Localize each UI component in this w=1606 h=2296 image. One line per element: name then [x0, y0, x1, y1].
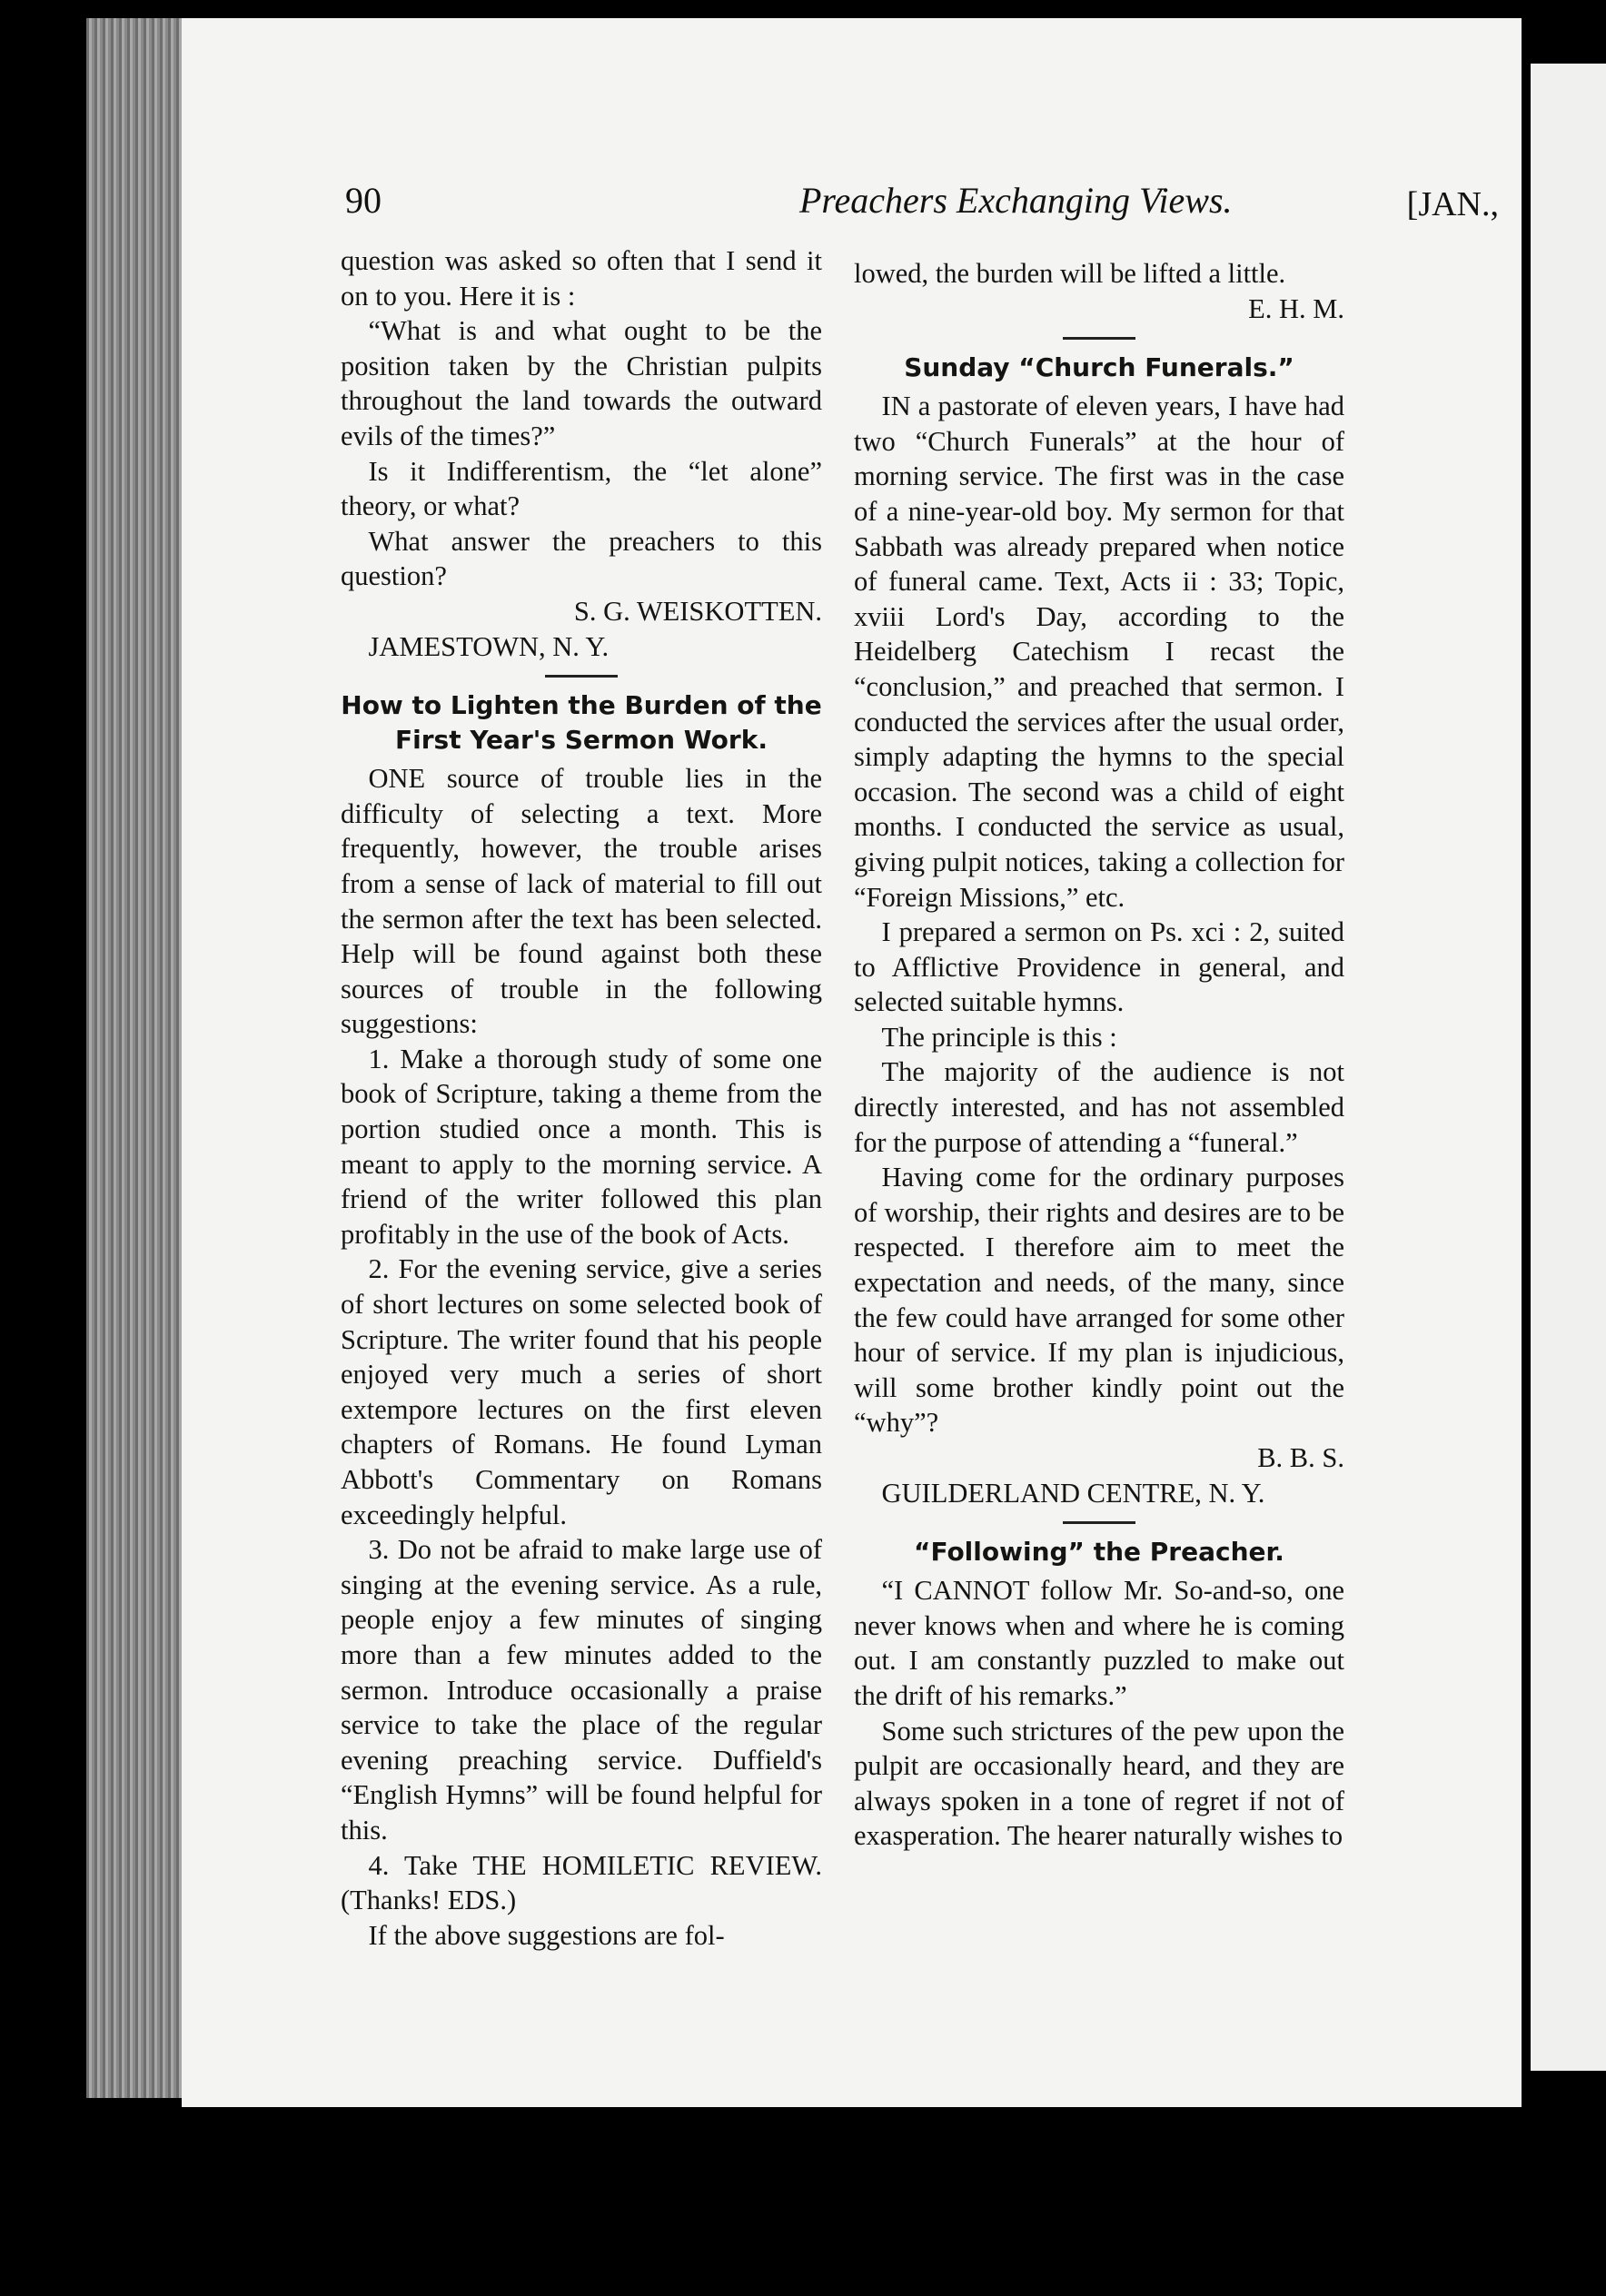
right-column: [854, 256, 1344, 1854]
paragraph: “I CANNOT follow Mr. So-and-so, one never knows when and where he is coming out. I am constantly puzzled to make out the drift of his remarks.”: [854, 1575, 1344, 1711]
place: JAMESTOWN, N. Y.: [368, 630, 610, 662]
paragraph: lowed, the burden will be lifted a little.: [854, 258, 1286, 289]
page-header: [345, 168, 1499, 223]
facing-page-edge: [1531, 64, 1606, 2071]
section-heading: Sunday “Church Funerals.”: [904, 352, 1294, 383]
paragraph: Is it Indifferentism, the “let alone” theory, or what?: [341, 455, 822, 522]
signature: B. B. S.: [1257, 1442, 1344, 1473]
paragraph: Having come for the ordinary purposes of worship, their rights and desires are to be respected. I therefore aim to meet the expectation and needs, of the many, since the few could have arranged for some other hour of service. If my plan is injudicious, will some brother kindly point out the “why”?: [854, 1162, 1344, 1439]
signature: S. G. WEISKOTTEN.: [573, 595, 822, 627]
section-rule: [545, 675, 618, 678]
signature-line: [341, 524, 822, 594]
paragraph: What answer the preachers to this question?: [341, 525, 822, 592]
place: GUILDERLAND CENTRE, N. Y.: [881, 1477, 1265, 1509]
section-heading: How to Lighten the Burden of the First Year's Sermon Work.: [341, 690, 822, 756]
running-date: [JAN.,: [1406, 185, 1499, 223]
paragraph: If the above suggestions are fol-: [368, 1919, 725, 1951]
paragraph: The majority of the audience is not directly interested, and has not assembled for the purpose of attending a “funeral.”: [854, 1056, 1344, 1158]
section-heading: “Following” the Preacher.: [914, 1537, 1284, 1568]
left-column: [341, 243, 822, 1953]
paragraph: I prepared a sermon on Ps. xci : 2, suited to Afflictive Providence in general, and selected suitable hymns.: [854, 916, 1344, 1018]
page-number: 90: [345, 180, 382, 221]
suggestion-4: 4. Take THE HOMILETIC REVIEW. (Thanks! EDS.): [341, 1849, 822, 1916]
running-title: Preachers Exchanging Views.: [799, 180, 1233, 221]
suggestion-2: 2. For the evening service, give a series of short lectures on some selected book of Scripture. The writer found that his people enjoyed very much a series of short extempore lectures on the first eleven chapters of Romans. He found Lyman Abbott's Commentary on Romans exceedingly helpful.: [341, 1253, 822, 1530]
quoted-question: “What is and what ought to be the position taken by the Christian pulpits throughout the land towards the outward evils of the times?”: [341, 315, 822, 451]
paragraph: Some such strictures of the pew upon the pulpit are occasionally heard, and they are always spoken in a tone of regret if not of exasperation. The hearer naturally wishes to: [854, 1715, 1344, 1852]
paragraph: IN a pastorate of eleven years, I have had two “Church Funerals” at the hour of morning service. The first was in the case of a nine-year-old boy. My sermon for that Sabbath was already prepared when notice of funeral came. Text, Acts ii : 33; Topic, xviii Lord's Day, according to the Heidelberg Catechism I recast the “conclusion,” and preached that sermon. I conducted the services after the usual order, simply adapting the hymns to the special occasion. The second was a child of eight months. I conducted the service as usual, giving pulpit notices, taking a collection for “Foreign Missions,” etc.: [854, 391, 1344, 913]
signature: E. H. M.: [1248, 292, 1344, 324]
suggestion-1: 1. Make a thorough study of some one book of Scripture, taking a theme from the portion studied once a month. This is meant to apply to the morning service. A friend of the writer followed this plan profitably in the use of the book of Acts.: [341, 1043, 822, 1250]
paragraph: ONE source of trouble lies in the difficulty of selecting a text. More frequently, however, the trouble arises from a sense of lack of material to fill out the sermon after the text has been selected. Help will be found against both these sources of trouble in the following suggestions:: [341, 763, 822, 1040]
paragraph: The principle is this :: [881, 1021, 1117, 1053]
section-rule: [1063, 337, 1135, 340]
paragraph: question was asked so often that I send it on to you. Here it is :: [341, 245, 822, 312]
suggestion-3: 3. Do not be afraid to make large use of singing at the evening service. As a rule, people enjoy a few minutes of singing more than a few minutes added to the sermon. Introduce occasionally a praise service to take the place of the regular evening preaching service. Duffield's “English Hymns” will be found helpful for this.: [341, 1534, 822, 1846]
section-rule: [1063, 1521, 1135, 1524]
book-spine-edge: [86, 18, 186, 2098]
